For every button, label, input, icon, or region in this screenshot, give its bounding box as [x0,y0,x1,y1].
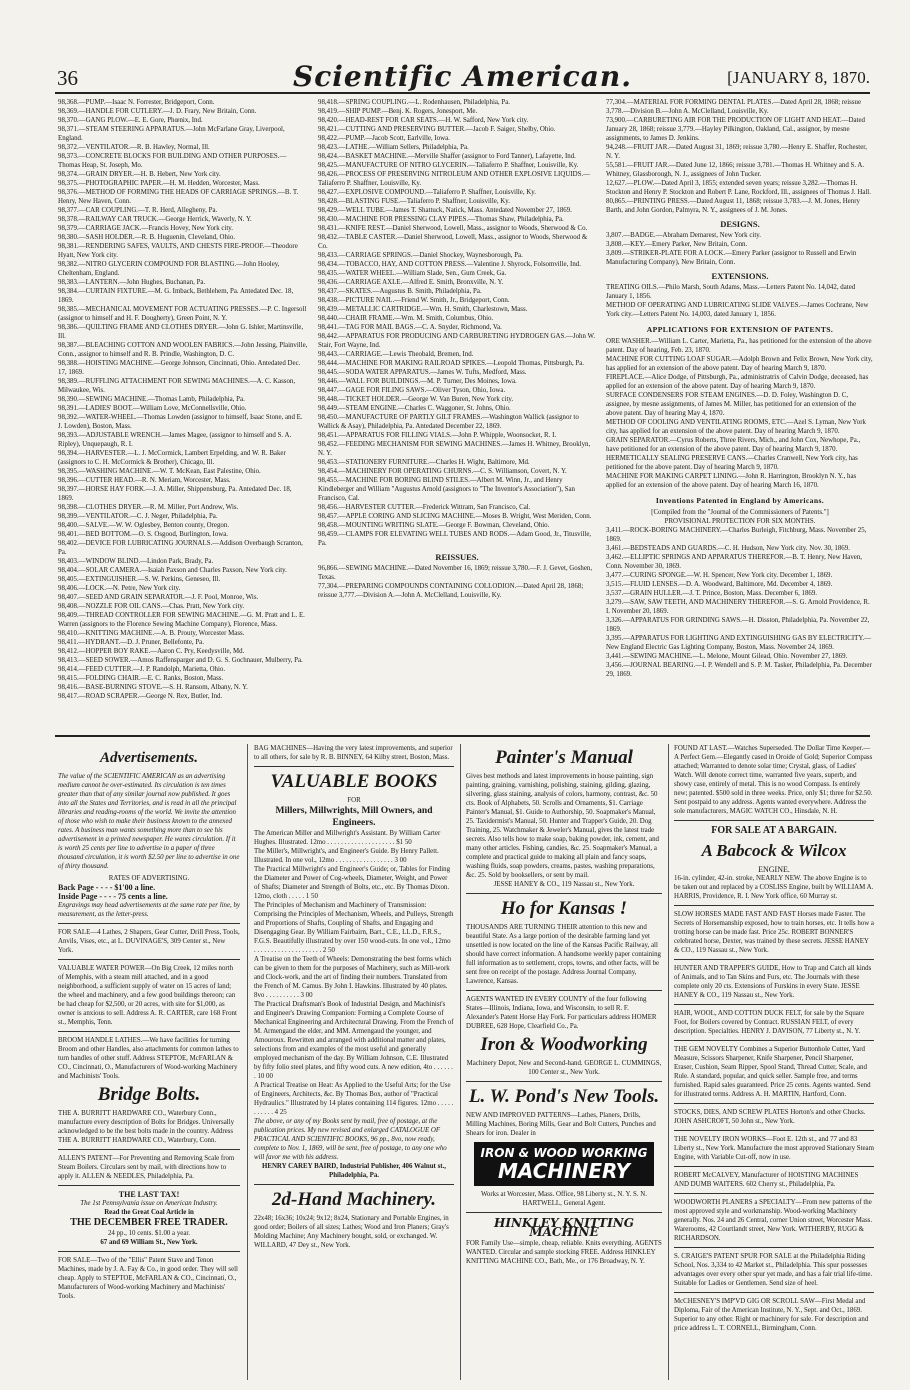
ad-ellis-machines: FOR SALE—Two of the "Ellis" Patent Stave and Tenon Machines, made by J. A. Fay & Co., in good order. They will sell cheap. Apply to STEPTOE, McFARLAN & CO., Cincinnati, O., Manufacturers of Wood-working Machinery and Machinists' Tools. [58,1257,238,1300]
patent-entry: 98,410.—KNITTING MACHINE.—A. B. Prouty, Worcester Mass. [58,630,245,637]
book-listing: The American Miller and Millwright's Assistant. By William Carter Hughes. Illustrated. 12mo . . . . . . . . . . . . . . . . . . . . $1 50 [254,830,441,846]
patent-entry: 98,444.—MACHINE FOR MAKING RAILROAD SPIKES.—Leopold Thomas, Pittsburgh, Pa. [318,360,585,367]
ad-column-3 [466,744,662,1380]
patent-entry: 98,457.—APPLE CORING AND SLICING MACHINE.—Moses B. Wright, West Meriden, Conn. [318,513,592,520]
patent-entry: 98,430.—MACHINE FOR PRESSING CLAY PIPES.—Thomas Shaw, Philadelphia, Pa. [318,216,564,223]
england-heading: Inventions Patented in England by Americans. [655,496,825,505]
patent-entry: 98,446.—WALL FOR BUILDINGS.—M. P. Turner, Des Moines, Iowa. [318,378,517,385]
reissue-entry: 94,248.—FRUIT JAR.—Dated August 31, 1869; reissue 3,780.—Henry E. Shaffer, Rochester, N. Y. [606,144,868,160]
application-entry: MACHINE FOR CUTTING LOAF SUGAR.—Adolph Brown and Felix Brown, New York city, has applied for an extension of the above patent. Day of hearing March 9, 1870. [606,356,873,372]
patent-entry: 98,378.—RAILWAY CAR TRUCK.—George Herrick, Waverly, N. Y. [58,216,252,223]
patent-entry: 98,394.—HARVESTER.—L. J. McCormick, Lambert Erpelding, and W. R. Baker (assignors to C. H. McCormick & Brother), Chicago, Ill. [58,450,286,466]
england-patent-entry: 3,279.—SAW, SAW TEETH, AND MACHINERY THEREFOR.—S. G. Arnold Providence, R. I. November 20, 1869. [606,599,870,615]
iron-woodworking-title: Iron & Woodworking [480,1034,648,1055]
ad-bag-machines: BAG MACHINES—Having the very latest improvements, and superior to all others, for sale by R. B. BINNEY, 64 Kilby street, Boston, Mass. [254,745,453,761]
design-entry: 3,807.—BADGE.—Abraham Demarest, New York city. [606,232,761,239]
patent-entry: 98,431.—KNIFE REST.—Daniel Sherwood, Lowell, Mass., assignor to Woods, Sherwood & Co. [318,225,588,232]
engine-text: 16-in. cylinder, 42-in. stroke, NEARLY NEW. The above Engine is to be taken out and replaced by a COSLISS Engine, built by WILLIAM A. HARRIS, Providence, R. I. New York office, 60 Murray st. [674,875,874,900]
books-publisher: HENRY CAREY BAIRD, Industrial Publisher, 406 Walnut st., Philadelphia, Pa. [262,1163,446,1179]
patent-entry: 98,413.—SEED SOWER.—Amos Raffensparger and D. G. S. Gochnauer, Mulberry, Pa. [58,657,303,664]
advertisements-heading: Advertisements. [100,750,198,766]
page-header [55,60,870,94]
patent-entry: 98,429.—WELL TUBE.—James T. Shattuck, Natick, Mass. Antedated November 27, 1869. [318,207,572,214]
application-entry: SURFACE CONDENSERS FOR STEAM ENGINES.—D. D. Foley, Washington D. C, assignee, by mesne assignments, of James M. Miller, has petitioned for an extension of the above patent. Day of hearing May 4, 1870. [606,392,857,417]
patent-entry: 98,414.—FEED CUTTER.—J. P. Randolph, Marietta, Ohio. [58,666,226,673]
book-listing: The Practical Millwright's and Engineer's Guide; or, Tables for Finding the Diameter and Power of Cog-wheels, Diameter, Weight, and Power of Shafts; Diameter and Strength of Bolts, etc., etc. By Thomas Dixon. 12mo, cloth . . . . . 1 50 [254,866,451,900]
patent-entry: 98,451.—APPARATUS FOR FILLING VIALS.—John P. Whipple, Woonsocket, R. I. [318,432,557,439]
patent-entry: 98,420.—HEAD-REST FOR CAR SEATS.—H. W. Safford, New York city. [318,117,529,124]
patent-entry: 98,382.—NITRO GLYCERIN COMPOUND FOR BLASTING.—John Hooley, Cheltenham, England. [58,261,280,277]
patent-entry: 98,397.—HORSE HAY FORK.—J. A. Miller, Shippensburg, Pa. Antedated Dec. 18, 1869. [58,486,292,502]
patent-entry: 98,406.—LOCK.—N. Petre, New York city. [58,585,181,592]
book-listing: The Miller's, Millwright's, and Engineer's Guide. By Henry Pallett. Illustrated. In one vol., 12mo . . . . . . . . . . . . . . . . . 3 00 [254,848,439,864]
patent-entry: 98,454.—MACHINERY FOR OPERATING CHURNS.—C. S. Williamson, Covert, N. Y. [318,468,567,475]
column-rule [247,744,248,1380]
pond-tools-text: NEW AND IMPROVED PATTERNS—Lathes, Planers, Drills, Milling Machines, Boring Mills, Gear and Bolt Cutters, Punches and Shears for iron. Dealer in [466,1112,656,1137]
patent-entry: 98,377.—CAR COUPLING.—T. R. Herd, Allegheny, Pa. [58,207,218,214]
england-subheading-2: PROVISIONAL PROTECTION FOR SIX MONTHS. [664,518,816,525]
patent-entry: 98,427.—EXPLOSIVE COMPOUND.—Taliaferro P. Shaffner, Louisville, Ky. [318,189,536,196]
issue-date: [JANUARY 8, 1870. [727,68,870,87]
free-trader-address: 67 and 69 William St., New York. [100,1239,198,1246]
patent-entry: 98,418.—SPRING COUPLING.—L. Rodenhausen, Philadelphia, Pa. [318,99,510,106]
patent-entry: 98,376.—METHOD OF FORMING THE HEADS OF CARRIAGE SPRINGS.—B. T. Henry, New Haven, Conn. [58,189,299,205]
patent-entry: 98,385.—MECHANICAL MOVEMENT FOR ACTUATING PRESSES.—P. C. Ingersoll (assignor to himself and H. F. Dougherty), Green Point, N. Y. [58,306,307,322]
ad-column-1 [58,744,240,1380]
patent-column-1 [58,98,308,730]
application-entry: HERMETICALLY SEALING PRESERVE CANS.—Charles Cranwell, New York city, has petitioned for the above patent. Day of hearing March 9, 1870. [606,455,858,471]
ad-novelty-iron: THE NOVELTY IRON WORKS—Foot E. 12th st., and 77 and 83 Liberty st., New York. Manufacture the most approved Stationary Steam Engine, with Variable Cut-off, now in use. [674,1136,874,1161]
section-divider [55,735,870,737]
reissues-heading: REISSUES. [435,552,479,562]
patent-entry: 98,433.—CARRIAGE SPRINGS.—Daniel Shockey, Waynesborough, Pa. [318,252,523,259]
rates-title: RATES OF ADVERTISING. [108,875,190,882]
england-patent-entry: 3,461.—BEDSTEADS AND GUARDS.—C. H. Hudson, New York city. Nov. 30, 1869. [606,545,850,552]
patent-entry: 98,408.—NOZZLE FOR OIL CANS.—Chas. Pratt, New York city. [58,603,245,610]
patent-entry: 98,379.—CARRIAGE JACK.—Francis Hovey, New York city. [58,225,234,232]
england-patent-entry: 3,477.—CURING SPONGE.—W. H. Spencer, New York city. December 1, 1869. [606,572,833,579]
painter-manual-address: JESSE HANEY & CO., 119 Nassau st., New York. [493,881,635,888]
book-listing: The Practical Draftsman's Book of Industrial Design, and Machinist's and Engineer's Drawing Companion: Forming a Complete Course of Mechanical Engineering and Architectural Drawing. From the French of M. Armengaud the elder, and MM. Armengaud the younger, and Amouroux. Rewritten and arranged with additional matter and plates, selections from and examples of the most useful and generally employed mechanism of the day. By William Johnson, C.E. Illustrated by fifty folio steel plates, and fifty wood cuts. A new edition, 4to . . . . . . . 10 00 [254,1001,454,1080]
books-for: FOR [347,797,361,804]
england-patent-entry: 3,515.—FLUID LENSES.—D. A. Woodward, Baltimore, Md. December 4, 1869. [606,581,833,588]
ad-lathes: FOR SALE—4 Lathes, 2 Shapers, Gear Cutter, Drill Press, Tools, Anvils, Vises, etc., at L. DUVINAGE'S, 309 Center st., New York. [58,929,240,954]
babcock-title: A Babcock & Wilcox [701,841,847,860]
patent-entry: 98,403.—WINDOW BLIND.—Lindon Park, Brady, Pa. [58,558,214,565]
extension-entry: METHOD OF OPERATING AND LUBRICATING SLIDE VALVES.—James Cochrane, New York city.—Letters Patent No. 14,003, dated January 1, 1856. [606,302,869,318]
patent-entry: 98,412.—HOPPER BOY RAKE.—Aaron C. Pry, Keedysville, Md. [58,648,245,655]
england-patent-entry: 3,462.—ELLIPTIC SPRINGS AND APPARATUS THEREFOR.—B. T. Henry, New Haven, Conn. November 30, 1869. [606,554,862,570]
reissue-entry: 77,304.—MATERIAL FOR FORMING DENTAL PLATES.—Dated April 28, 1868; reissue 3,778.—Division B.—John A. McClelland, Louisville, Ky. [606,99,862,115]
ad-slow-horses: SLOW HORSES MADE FAST AND FAST Horses made Faster. The Secrets of Horsemanship exposed, how to train horses, etc. It tells how a trotting horse can be made fast. Price 25c. ROBERT BONNER'S celebrated horse, Dexter, was trained by these secrets. JESSE HANEY & CO., 119 Nassau st., New York. [674,911,874,954]
patent-entry: 98,386.—QUILTING FRAME AND CLOTHES DRYER.—John G. Ishler, Martinsville, Ill. [58,324,304,340]
patent-entry: 98,416.—BASE-BURNING STOVE.—S. H. Ransom, Albany, N. Y. [58,684,248,691]
applications-heading: APPLICATIONS FOR EXTENSION OF PATENTS. [646,325,834,334]
ad-gem-novelty: THE GEM NOVELTY Combines a Superior Buttonhole Cutter, Yard Measure, Scissors Sharpener, Knife Sharpener, Pencil Sharpener, Eraser, Cushion, Seam Ripper, Spool Stand, Thread Cutter, Scale, and Rule. A standard, popular, and quick seller. Sample free, and terms furnished. Rapid sales guaranteed. Price 25 cents. Agents wanted. Send for illustrated terms. Address A. H. MARTIN, Hartford, Conn. [674,1046,871,1098]
last-tax-text: The 1st Pennsylvania issue on American Industry. [80,1200,218,1207]
ad-water-power: VALUABLE WATER POWER—On Big Creek, 12 miles north of Memphis, with a steam mill attached, and in a good neighborhood, a sufficient supply of water on 15 acres of land; the wheel and machinery, and a few good buildings thereon; can be had cheap for $2,500, or 20 acres, with site for $1,000, as owner is anxious to sell. Address A. R. CARTER, care 168 Front st., Memphis, Tenn. [58,965,237,1026]
bridge-bolts-title: Bridge Bolts. [97,1084,201,1105]
reissue-entry: 77,304.—PREPARING COMPOUNDS CONTAINING COLLODION.—Dated April 28, 1868; reissue 3,777.—Division A.—John A. McClelland, Louisville, Ky. [318,583,584,599]
masthead-title: Scientific American. [293,60,632,93]
back-page-rate: Back Page - - - - $1'00 a line. [58,883,156,892]
patent-column-3 [606,98,874,730]
books-note: The above, or any of my Books sent by mail, free of postage, at the publication prices. My new revised and enlarged CATALOGUE OF PRACTICAL AND SCIENTIFIC BOOKS, 96 pp., 8vo, now ready, complete to Nov. 1, 1869, will be sent, free of postage, to any one who will favor me with his address. [254,1118,447,1161]
reissue-entry: 96,866.—SEWING MACHINE.—Dated November 16, 1869; reissue 3,780.—F. J. Gevet, Goshen, Texas. [318,565,593,581]
patent-entry: 98,456.—HARVESTER CUTTER.—Frederick Wittram, San Francisco, Cal. [318,504,531,511]
patent-entry: 98,419.—SHIP PUMP.—Benj. K. Rogers, Jonesport, Me. [318,108,478,115]
reissue-entry: 73,900.—CARBURETING AIR FOR THE PRODUCTION OF LIGHT AND HEAT.—Dated January 28, 1868; reissue 3,779.—Hayley Pilkington, Oakland, Cal., assignor, by mesne assignments, to James D. Jenkins. [606,117,865,142]
kansas-text: THOUSANDS ARE TURNING THEIR attention to this new and beautiful State. As a large portion of the desirable farming land yet unsettled is now located on the line of the Kansas Pacific Railway, all should have correct information. A handsome weekly paper containing full information as to settlement, crops, towns, and other facts, will be sent free on receipt of the postage. Address Journal Company, Lawrence, Kansas. [466,924,661,985]
ad-mcchesney-saw: McCHESNEY'S IMP'VD GIG OR SCROLL SAW—First Medal and Diploma, Fair of the American Institute, N. Y., Sept. and Oct., 1869. Superior to any other. Right or machinery for sale. For description and price address L. T. CORNELL, Birmingham, Conn. [674,1298,869,1332]
last-tax-title: THE LAST TAX! [118,1190,180,1199]
banner-line-2: MACHINERY [497,1159,631,1183]
patent-entry: 98,411.—HYDRANT.—D. J. Pruner, Bellefonte, Pa. [58,639,204,646]
patent-entry: 98,445.—SODA WATER APPARATUS.—James W. Tufts, Medford, Mass. [318,369,527,376]
patent-entry: 98,438.—PICTURE NAIL.—Friend W. Smith, Jr., Bridgeport, Conn. [318,297,510,304]
banner-line-1: IRON & WOOD WORKING [480,1146,648,1160]
patent-entry: 98,422.—PUMP.—Jacob Scott, Earlville, Iowa. [318,135,450,142]
books-subtitle: Millers, Millwrights, Mill Owners, and Engineers. [275,806,433,828]
patent-column-2 [318,98,596,730]
application-entry: MACHINE FOR MAKING CARPET LINING.—John R. Harrington, Brooklyn N. Y., has applied for an extension of the above patent. Day of hearing March 16, 1870. [606,473,857,489]
application-entry: FIREPLACE.—Alice Dodge, of Pittsburgh, Pa., administratrix of Calvin Dodge, deceased, has applied for an extension of the above patent. Day of hearing March 9, 1870. [606,374,869,390]
last-tax-bold: Read the Great Coal Article in [104,1209,194,1216]
book-listing: A Treatise on the Teeth of Wheels: Demonstrating the best forms which can be given to them for the purposes of Machinery, such as Mill-work and Clock-work, and the art of finding their numbers. Translated from the French of M. Camus. By John I. Hawkins. Illustrated by 40 plates. 8vo . . . . . . . . . . 3 00 [254,956,452,999]
patent-entry: 98,368.—PUMP.—Isaac N. Forrester, Bridgeport, Conn. [58,99,215,106]
ad-stocks-dies: STOCKS, DIES, AND SCREW PLATES Horton's and other Chucks. JOHN ASHCROFT, 50 John st., New York. [674,1109,866,1125]
patent-entry: 98,407.—SEED AND GRAIN SEPARATOR.—J. F. Pool, Monroe, Wis. [58,594,259,601]
iron-woodworking-text: Machinery Depot, New and Second-hand. GEORGE L. CUMMINGS, 100 Center st., New York. [466,1060,662,1076]
patent-entry: 98,453.—STATIONERY FURNITURE.—Charles H. Wight, Baltimore, Md. [318,459,530,466]
patent-entry: 98,459.—CLAMPS FOR ELEVATING WELL TUBES AND RODS.—Adam Good, Jr., Titusville, Pa. [318,531,592,547]
patent-entry: 98,369.—HANDLE FOR CUTLERY.—J. D. Frary, New Britain, Conn. [58,108,257,115]
secondhand-text: 22x48; 16x36; 10x24; 9x12; 8x24, Stationary and Portable Engines, in good order; Boilers of all sizes; Lathes; Wood and Iron Planers; Gray's Molding Machine; Any Machinery bought, sold, or exchanged. W. WILLARD, 47 Dey st., New York. [254,1215,449,1249]
patent-entry: 98,450.—MANUFACTURE OF PARTLY GILT FRAMES.—Washington Wallick (assignor to Wallick & Asay), Philadelphia, Pa. Antedated December 22, 1869. [318,414,579,430]
reissue-entry: 80,865.—PRINTING PRESS.—Dated August 11, 1868; reissue 3,783.—J. M. Jones, Henry Barth, and John Gordon, Palmyra, N. Y., assignees of J. M. Jones. [606,198,860,214]
patent-entry: 98,391.—LADIES' BOOT.—William Love, McConnellsville, Ohio. [58,405,247,412]
patent-entry: 98,371.—STEAM STEERING APPARATUS.—John McFarlane Gray, Liverpool, England. [58,126,285,142]
patent-entry: 98,439.—METALLIC CARTRIDGE.—Wm. H. Smith, Charlestown, Mass. [318,306,528,313]
ad-mccalvey: ROBERT McCALVEY, Manufacturer of HOISTING MACHINES AND DUMB WAITERS. 602 Cherry st., Philadelphia, Pa. [674,1172,859,1188]
patent-entry: 98,388.—HOISTING MACHINE.—George Johnson, Cincinnati, Ohio. Antedated Dec. 17, 1869. [58,360,301,376]
page-number: 36 [57,66,78,90]
application-entry: METHOD OF COOLING AND VENTILATING ROOMS, ETC.—Azel S. Lyman, New York city, has applied for an extension of the above patent. Day of hearing March 9, 1870. [606,419,866,435]
patent-entry: 98,441.—TAG FOR MAIL BAGS.—C. A. Snyder, Richmond, Va. [318,324,502,331]
patent-entry: 98,399.—VENTILATOR.—C. J. Neger, Philadelphia, Pa. [58,513,218,520]
ad-hair-wool: HAIR, WOOL, AND COTTON DUCK FELT, for sale by the Square Foot, for Boilers covered by Contract. RUSSIAN FELT, of every description. Specialties. HENRY J. DAVISON, 77 Liberty st., N. Y. [674,1010,865,1035]
patent-entry: 98,452.—FEEDING MECHANISM FOR SEWING MACHINES.—James H. Whitney, Brooklyn, N. Y. [318,441,591,457]
engine-label: ENGINE. [758,865,790,874]
england-patent-entry: 3,441.—SEWING MACHINE.—L. Melone, Mount Gilead, Ohio. November 27, 1869. [606,653,848,660]
patent-entry: 98,458.—MOUNTING WRITING SLATE.—George F. Bowman, Cleveland, Ohio. [318,522,550,529]
patent-entry: 98,401.—BED BOTTOM.—O. S. Osgood, Burlington, Iowa. [58,531,229,538]
england-patent-entry: 3,326.—APPARATUS FOR GRINDING SAWS.—H. Disston, Philadelphia, Pa. November 22, 1869. [606,617,870,633]
painter-manual-text: Gives best methods and latest improvements in house painting, sign painting, graining, varnishing, polishing, staining, gilding, glazing, silvering, glass staining, analysis of colors, harmony, contrast, &c. 50 cts. Book of Alphabets, 50. Scrolls and Ornaments, $1. Carriage Painter's Manual, $1. Guide to Authorship, 50. Soapmaker's Manual, 25. Taxidermist's Manual, 50. Hunter and Trapper's Guide, 20. Dog Training, 25. Watchmaker & Jeweler's Manual, gives the latest trade secrets. Also tells how to make soap, baking powder, ink, cement, and many other articles. Fishing, candies, &c. 25. Soapmaker's Manual, a complete and practical guide to making all plain and fancy soaps, washing fluids, soap powders, creams, pastes, washing preparations, &c. 25. Sold by booksellers, or sent by mail. [466,773,660,879]
patent-entry: 98,440.—CHAIR FRAME.—Wm. M. Smith, Columbus, Ohio. [318,315,494,322]
patent-entry: 98,373.—CONCRETE BLOCKS FOR BUILDING AND OTHER PURPOSES.—Thomas Heap, St. Joseph, Mo. [58,153,287,169]
patent-entry: 98,428.—BLASTING FUSE.—Taliaferro P. Shaffner, Louisville, Ky. [318,198,510,205]
patent-entry: 98,398.—CLOTHES DRYER.—R. M. Miller, Port Andrew, Wis. [58,504,239,511]
patent-entry: 98,434.—TOBACCO, HAY, AND COTTON PRESS.—Valentine J. Shyrock, Folsomville, Ind. [318,261,581,268]
patent-entry: 98,400.—SALVE.—W. W. Oglesbey, Benton county, Oregon. [58,522,230,529]
painter-manual-title: Painter's Manual [495,747,633,768]
patent-entry: 98,374.—GRAIN DRYER.—H. B. Hebert, New York city. [58,171,221,178]
patent-entry: 98,402.—DEVICE FOR LUBRICATING JOURNALS.—Addison Overbaugh Scranton, Pa. [58,540,303,556]
rates-note: Engravings may head advertisements at the same rate per line, by measurement, as the letter-press. [58,902,240,918]
column-rule [460,744,461,1380]
patent-entry: 98,404.—SOLAR CAMERA.—Isaiah Paxson and Charles Paxson, New York city. [58,567,287,574]
ad-allens-patent: ALLEN'S PATENT—For Preventing and Removing Scale from Steam Boilers. Circulars sent by mail, with directions how to apply it. ALLEN & NEEDLES, Philadelphia, Pa. [58,1155,235,1180]
england-patent-entry: 3,456.—JOURNAL BEARING.—I. P. Wendell and S. P. M. Tasker, Philadelphia, Pa. December 29, 1869. [606,662,872,678]
patent-entry: 98,384.—CURTAIN FIXTURE.—M. G. Imback, Bethlehem, Pa. Antedated Dec. 18, 1869. [58,288,294,304]
patent-entry: 98,447.—GAGE FOR FILING SAWS.—Oliver Tyson, Ohio, Iowa. [318,387,506,394]
patent-entry: 98,435.—WATER WHEEL.—William Slade, Sen., Gum Creek, Ga. [318,270,507,277]
reissue-entry: 12,627.—PLOW.—Dated April 3, 1855; extended seven years; reissue 3,282.—Thomas H. Stockton and Henry P. Stockton and Robert P. Lane, Rockford, Ill., assignees of Thomas J. Hall. [606,180,871,196]
patent-entry: 98,383.—LANTERN.—John Hughes, Buchanan, Pa. [58,279,206,286]
england-patent-entry: 3,411.—ROCK-BORING MACHINERY.—Charles Burleigh, Fitchburg, Mass. November 25, 1869. [606,527,867,543]
patent-entry: 98,370.—GANG PLOW.—E. E. Gore, Phœnix, Ind. [58,117,203,124]
pond-tools-address: Works at Worcester, Mass. Office, 98 Liberty st., N. Y. S. N. HARTWELL, General Agent. [480,1191,647,1207]
patent-entry: 98,387.—BLEACHING COTTON AND WOOLEN FABRICS.—John Jessing, Plainville, Conn., assignor to himself and R. B. Prindle, Washington, D. C. [58,342,308,358]
patent-entry: 98,426.—PROCESS OF PRESERVING NITROLEUM AND OTHER EXPLOSIVE LIQUIDS.—Taliaferro P. Shaffner, Louisville, Ky. [318,171,591,187]
ad-woodworth: WOODWORTH PLANERS a SPECIALTY—From new patterns of the most approved style and workmanship. Wood-working Machinery generally. Nos. 24 and 26 Central, corner Union street, Worcester Mass. Warerooms, 42 Courtlandt street, New York. WITHERBY, RUGG & RICHARDSON. [674,1199,873,1242]
pond-tools-title: L. W. Pond's New Tools. [468,1086,660,1107]
secondhand-title: 2d-Hand Machinery. [272,1189,436,1210]
patent-entry: 98,424.—BASKET MACHINE.—Merville Shaffer (assignor to Ford Tanner), Lafayette, Ind. [318,153,576,160]
ad-column-4 [674,744,874,1380]
england-patent-entry: 3,537.—GRAIN HULLER.—J. T. Prince, Boston, Mass. December 6, 1869. [606,590,818,597]
ad-hunter-guide: HUNTER AND TRAPPER'S GUIDE, How to Trap and Catch all kinds of Animals, and to Tan Skins and Furs, etc. The Journals with these complete only 20 cts. Extensions of Furskins in every State. JESSE HANEY & CO., 119 Nassau st., New York. [674,965,872,999]
advertising-intro: The value of the SCIENTIFIC AMERICAN as an advertising medium cannot be over-estimated. Its circulation is ten times greater than that of any similar journal now published. It goes into all the States and Territories, and is read in all the principal libraries and reading-rooms of the world. We invite the attention of those who wish to make their business known to the annexed rates. A business man wants something more than to see his advertisement in a printed newspaper. He wants circulation. If it is worth 25 cents per line to advertise in a paper of three thousand circulation, it is worth $2.50 per line to advertise in one of thirty thousand. [58,773,240,870]
patent-entry: 98,381.—RENDERING SAFES, VAULTS, AND CHESTS FIRE-PROOF.—Theodore Hyatt, New York city. [58,243,298,259]
patent-entry: 98,436.—CARRIAGE AXLE.—Alfred E. Smith, Bronxville, N. Y. [318,279,504,286]
design-entry: 3,809.—STRIKER-PLATE FOR A LOCK.—Emery Parker (assignor to Russell and Erwin Manufacturing Company), New Britain, Conn. [606,250,857,266]
patent-entry: 98,442.—APPARATUS FOR PRODUCING AND CARBURETING HYDROGEN GAS.—John W. Stair, Fort Wayne, Ind. [318,333,596,349]
patent-entry: 98,443.—CARRIAGE.—Lewis Theobald, Bremen, Ind. [318,351,474,358]
patent-entry: 98,393.—ADJUSTABLE WRENCH.—James Magee, (assignor to himself and S. A. Ripley), Unquepaugh, R. I. [58,432,292,448]
design-entry: 3,808.—KEY.—Emery Parker, New Britain, Conn. [606,241,748,248]
patent-entry: 98,437.—SKATES.—Augustus B. Smith, Philadelphia, Pa. [318,288,482,295]
book-listing: A Practical Treatise on Heat: As Applied to the Useful Arts; for the Use of Engineers, Architects, &c. By Thomas Box, author of "Practical Hydraulics." Illustrated by 14 plates containing 114 figures. 12mo . . . . . . . . . . . 4 25 [254,1082,454,1116]
patent-entry: 98,389.—RUFFLING ATTACHMENT FOR SEWING MACHINES.—A. C. Kasson, Milwaukee, Wis. [58,378,296,394]
patent-entry: 98,448.—TICKET HOLDER.—George W. Van Buren, New York city. [318,396,514,403]
application-entry: ORE WASHER.—William L. Carter, Marietta, Pa., has petitioned for the extension of the above patent. Day of hearing, Feb. 23, 1870. [606,338,872,354]
patent-entry: 98,415.—FOLDING CHAIR.—E. C. Ranks, Boston, Mass. [58,675,224,682]
patent-entry: 98,425.—MANUFACTURE OF NITRO GLYCERIN.—Taliaferro P. Shaffner, Louisville, Ky. [318,162,579,169]
patent-entry: 98,380.—SASH HOLDER.—R. B. Huguenin, Cleveland, Ohio. [58,234,236,241]
extensions-heading: EXTENSIONS. [711,271,769,281]
hinkley-logo: HINKLEY KNITTING MACHINE [494,1216,634,1239]
books-title: VALUABLE BOOKS [270,771,438,792]
patent-entry: 98,423.—LATHE.—William Sellers, Philadelphia, Pa. [318,144,469,151]
designs-heading: DESIGNS. [720,219,760,229]
extension-entry: TREATING OILS.—Philo Marsh, South Adams, Mass.—Letters Patent No. 14,042, dated January 1, 1856. [606,284,856,300]
agents-wanted: AGENTS WANTED IN EVERY COUNTY of the four following States—Illinois, Indiana, Iowa, and Wisconsin, to sell R. F. Alexander's Patent Horse Hay Fork. For particulars address HOMER DUBREE, 628 Hope, Clearfield Co., Pa. [466,996,657,1030]
free-trader-title: THE DECEMBER FREE TRADER. [70,1217,228,1228]
patent-entry: 98,375.—PHOTOGRAPHIC PAPER.—H. M. Hedden, Worcester, Mass. [58,180,260,187]
reissue-entry: 55,581.—FRUIT JAR.—Dated June 12, 1866; reissue 3,781.—Thomas H. Whitney and S. A. Whitney, Glassborough, N. J., assignees of John Tucker. [606,162,865,178]
kansas-title: Ho for Kansas ! [500,898,628,919]
patent-entry: 98,372.—VENTILATOR.—R. B. Hawley, Normal, Ill. [58,144,210,151]
inside-page-rate: Inside Page - - - - 75 cents a line. [58,892,168,901]
patent-entry: 98,449.—STEAM ENGINE.—Charles C. Waggoner, St. Johns, Ohio. [318,405,511,412]
patent-entry: 98,455.—MACHINE FOR BORING BLIND STILES.—Albert M. Winn, Jr., and Henry Kindleberger and William "Augustus Arnold (assignors to "The Inventor's Association"), San Francisco, Cal. [318,477,575,502]
england-subheading: [Compiled from the "Journal of the Commissioners of Patents."] [651,509,829,516]
ad-broom-lathes: BROOM HANDLE LATHES.—We have facilities for turning Broom and other Handles, also attachments for common lathes to turn handles of other stuff. Address STEPTOE, McFARLAN & CO., Cincinnati, O., Manufacturers of Wood-working Machinery and Machinists' Tools. [58,1037,239,1080]
patent-entry: 98,409.—THREAD CONTROLLER FOR SEWING MACHINE.—G. M. Pratt and L. E. Warren (assignors to the Florence Sewing Machine Company), Florence, Mass. [58,612,305,628]
hinkley-text: FOR Family Use—simple, cheap, reliable. Knits everything. AGENTS WANTED. Circular and sample stocking FREE. Address HINKLEY KNITTING MACHINE CO., Bath, Me., or 176 Broadway, N. Y. [466,1240,662,1265]
patent-entry: 98,417.—ROAD SCRAPER.—George N. Rex, Butler, Ind. [58,693,223,700]
patent-entry: 98,432.—TABLE CASTER.—Daniel Sherwood, Lowell, Mass., assignor to Woods, Sherwood & Co. [318,234,588,250]
free-trader-price: 24 pp., 10 cents. $1.00 a year. [107,1230,191,1237]
application-entry: GRAIN SEPARATOR.—Cyrus Roberts, Three Rivers, Mich., and John Cox, Newhope, Pa., have petitioned for an extension of the above patent. Day of hearing March 9, 1870. [606,437,861,453]
bridge-bolts-text: THE A. BURRITT HARDWARE CO., Waterbury Conn., manufacture every description of Bolts for Bridges. Universally acknowledged to be the best bolts made in the country. Address THE A. BURRITT HARDWARE CO., Waterbury, Conn. [58,1110,235,1144]
patent-entry: 98,396.—CUTTER HEAD.—R. N. Meriam, Worcester, Mass. [58,477,231,484]
patent-entry: 98,392.—WATER-WHEEL.—Thomas Lowden (assignor to himself, Isaac Stone, and E. J. Lowden), Boston, Mass. [58,414,303,430]
ad-craige-spur: S. CRAIGE'S PATENT SPUR FOR SALE at the Philadelphia Riding School, Nos. 3,334 to 42 Market st., Philadelphia. This spur possesses advantages over every other spur yet made, and has a fair trial life-time. Suitable for Ladies or Gentlemen. Send size of heel. [674,1253,873,1287]
column-rule [668,744,669,1380]
sale-bargain-title: FOR SALE AT A BARGAIN. [711,825,837,836]
patent-entry: 98,405.—EXTINGUISHER.—S. W. Perkins, Geneseo, Ill. [58,576,221,583]
patent-entry: 98,390.—SEWING MACHINE.—Thomas Lamb, Philadelphia, Pa. [58,396,245,403]
ad-column-2 [254,744,454,1380]
ad-found-at-last: FOUND AT LAST.—Watches Superseded. The Dollar Time Keeper.—A Perfect Gem.—Elegantly cased in Oroide of Gold; Superior Compass attached; Warranted to denote solar time; Crystal, glass, of Ladies' Watch. Will denote correct time, warranted five years, superb, and showy case, entirely of metal. This is no wood Compass. Is entirely new; patented. $500 sold in three weeks. Price, only $1; three for $2.50. Sent postpaid to any address. Agents wanted everywhere. Address the sole manufacturers, MAGIC WATCH CO., Hinsdale, N. H. [674,745,873,815]
iron-wood-machinery-banner [474,1142,654,1186]
book-listing: The Principles of Mechanism and Machinery of Transmission: Comprising the Principles of Mechanism, Wheels, and Pulleys, Strength and Proportions of Shafts, Coupling of Shafts, and Engaging and Disengaging Gear. By William Fairbairn, Bart., C.E., LL.D., F.R.S., F.G.S. Beautifully illustrated by over 150 wood-cuts. In one vol., 12mo . . . . . . . . . . . . . . . . . . . . 2 50 [254,902,454,954]
england-patent-entry: 3,395.—APPARATUS FOR LIGHTING AND EXTINGUISHING GAS BY ELECTRICITY.—New England Electric Gas Lighting Company, Boston, Mass. November 24, 1869. [606,635,872,651]
patent-entry: 98,395.—WASHING MACHINE.—W. T. McKean, East Palestine, Ohio. [58,468,261,475]
patent-entry: 98,421.—CUTTING AND PRESERVING BUTTER.—Jacob F. Saiger, Shelby, Ohio. [318,126,556,133]
